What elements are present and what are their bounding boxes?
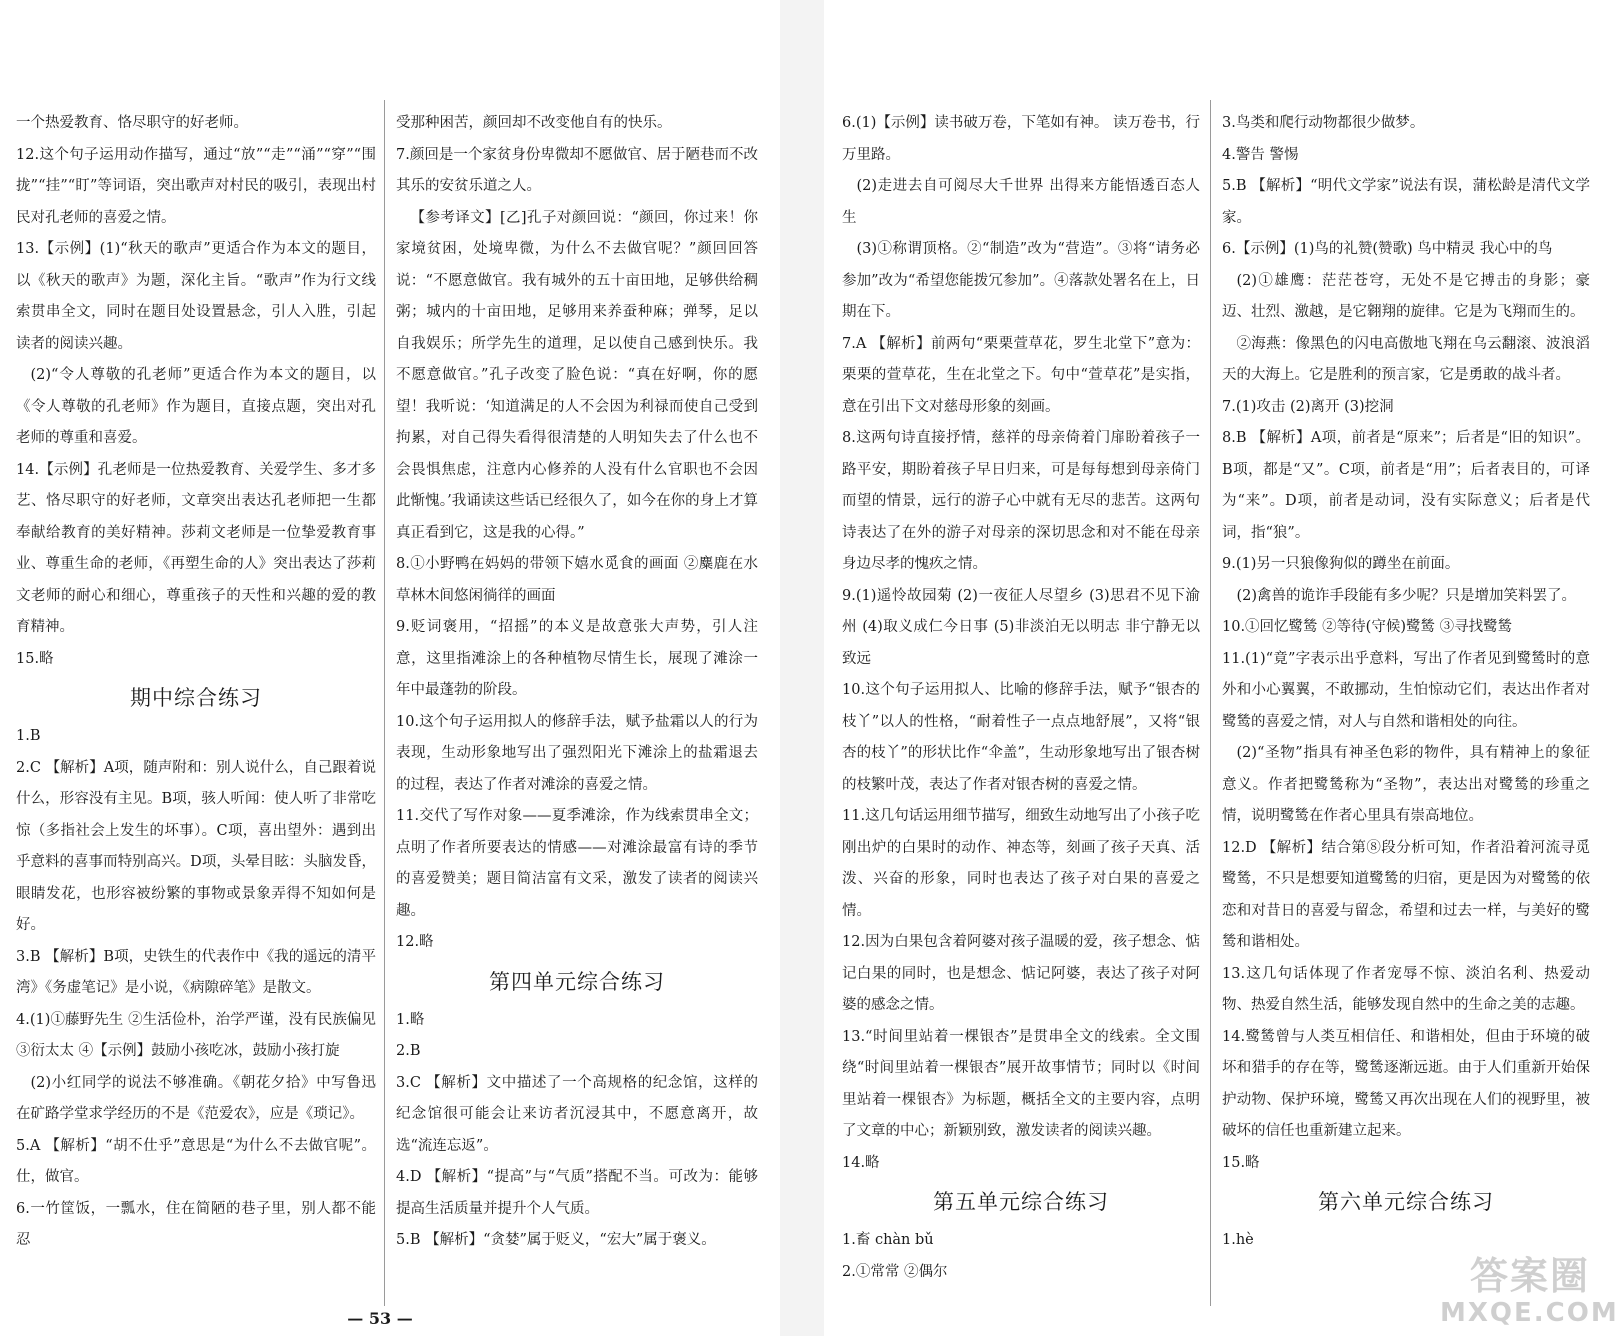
answer-paragraph: 6.(1)【示例】读书破万卷，下笔如有神。 读万卷书，行万里路。 — [842, 115, 1200, 163]
answer-paragraph: 12.这个句子运用动作描写，通过“放”“走”“涌”“穿”“围拢”“挂”“盯”等词语，突出歌声对村民的吸引，表现出村民对孔老师的喜爱之情。 — [16, 146, 376, 226]
answer-paragraph: 11.这几句话运用细节描写，细致生动地写出了小孩子吃刚出炉的白果时的动作、神态等，刻画了孩子天真、活泼、兴奋的形象，同时也表达了孩子对白果的喜爱之情。 — [842, 808, 1200, 919]
answer-paragraph: 8.①小野鸭在妈妈的带领下嬉水觅食的画面 ②麋鹿在水草林木间悠闲徜徉的画面 — [396, 556, 758, 604]
section-title: 第五单元综合练习 — [933, 1190, 1109, 1214]
answer-paragraph: 4.(1)①藤野先生 ②生活俭朴，治学严谨，没有民族偏见 ③衍太太 ④【示例】鼓励小孩吃冰，鼓励小孩打旋 — [16, 1011, 376, 1059]
answer-paragraph: 2.B — [396, 1043, 421, 1059]
answer-paragraph: 13.【示例】(1)“秋天的歌声”更适合作为本文的题目，以《秋天的歌声》为题，深化主旨。“歌声”作为行文线索贯串全文，同时在题目处设置悬念，引人入胜，引起读者的阅读兴趣。 — [16, 241, 376, 352]
text-column-3 — [842, 108, 1200, 1296]
answer-paragraph: 8.B 【解析】A项，前者是“原来”；后者是“旧的知识”。B项，都是“又”。C项，前者是“用”；后者表目的，可译为“来”。D项，前者是动词，没有实际意义；后者是代词，指“狼”。 — [1222, 430, 1590, 541]
answer-paragraph: 8.这两句诗直接抒情，慈祥的母亲倚着门扉盼着孩子一路平安，期盼着孩子早日归来，可是每每想到母亲倚门而望的情景，远行的游子心中就有无尽的悲苦。这两句诗表达了在外的游子对母亲的深切思念和对不能在母亲身边尽孝的愧疚之情。 — [842, 430, 1200, 572]
answer-paragraph: 2.①常常 ②偶尔 — [842, 1263, 948, 1280]
answer-paragraph: 4.D 【解析】“提高”与“气质”搭配不当。可改为：能够提高生活质量并提升个人气质。 — [396, 1169, 758, 1217]
text-column-1 — [16, 108, 376, 1296]
answer-paragraph: 9.(1)遥怜故园菊 (2)一夜征人尽望乡 (3)思君不见下渝州 (4)取义成仁今日事 (5)非淡泊无以明志 非宁静无以致远 — [842, 587, 1200, 667]
answer-paragraph: (2)“令人尊敬的孔老师”更适合作为本文的题目，以《令人尊敬的孔老师》作为题目，直接点题，突出对孔老师的尊重和喜爱。 — [16, 367, 376, 446]
answer-paragraph: 3.C 【解析】文中描述了一个高规格的纪念馆，这样的纪念馆很可能会让来访者沉浸其中，不愿意离开，故选“流连忘返”。 — [396, 1074, 758, 1154]
answer-paragraph: (2)禽兽的诡诈手段能有多少呢？只是增加笑料罢了。 — [1236, 587, 1577, 604]
answer-paragraph: (2)小红同学的说法不够准确。《朝花夕拾》中写鲁迅在矿路学堂求学经历的不是《范爱农》，应是《琐记》。 — [16, 1074, 376, 1122]
answer-paragraph: 1.B — [16, 728, 41, 744]
answer-paragraph: 受那种困苦，颜回却不改变他自有的快乐。 — [396, 115, 672, 131]
page-gutter — [780, 0, 824, 1336]
answer-paragraph: 9.(1)另一只狼像狗似的蹲坐在前面。 — [1222, 556, 1460, 572]
answer-paragraph: 13.这几句话体现了作者宠辱不惊、淡泊名利、热爱动物、热爱自然生活，能够发现自然中的生命之美的志趣。 — [1222, 965, 1590, 1013]
page-number: — 53 — — [347, 1309, 413, 1328]
answer-paragraph: 10.这个句子运用拟人的修辞手法，赋予盐霜以人的行为表现，生动形象地写出了强烈阳光下滩涂上的盐霜退去的过程，表达了作者对滩涂的喜爱之情。 — [396, 713, 758, 793]
answer-paragraph: 12.D 【解析】结合第⑧段分析可知，作者沿着河流寻觅鹭鸶，不只是想要知道鹭鸶的归宿，更是因为对鹭鸶的依恋和对昔日的喜爱与留念，希望和过去一样，与美好的鹭鸶和谐相处。 — [1222, 839, 1590, 950]
answer-paragraph: 12.因为白果包含着阿婆对孩子温暖的爱，孩子想念、惦记白果的同时，也是想念、惦记阿婆，表达了孩子对阿婆的感念之情。 — [842, 934, 1200, 1013]
answer-paragraph: 13.“时间里站着一棵银杏”是贯串全文的线索。全文围绕“时间里站着一棵银杏”展开故事情节；同时以《时间里站着一棵银杏》为标题，概括全文的主要内容，点明了文章的中心；新颖别致，激发读者的阅读兴趣。 — [842, 1028, 1200, 1139]
answer-paragraph: 1.畜 chàn bǔ — [842, 1232, 934, 1248]
answer-paragraph: 1.hè — [1222, 1232, 1254, 1248]
answer-paragraph: ②海燕：像黑色的闪电高傲地飞翔在乌云翻滚、波浪滔天的大海上。它是胜利的预言家，它是勇敢的战斗者。 — [1222, 335, 1590, 383]
column-divider — [384, 100, 385, 1306]
watermark-url: MXQE.COM — [1440, 1298, 1619, 1328]
answer-paragraph: 14.鹭鸶曾与人类互相信任、和谐相处，但由于环境的破坏和猎手的存在等，鹭鸶逐渐远逝。由于人们重新开始保护动物、保护环境，鹭鸶又再次出现在人们的视野里，被破坏的信任也重新建立起来。 — [1222, 1028, 1590, 1139]
answer-paragraph: 11.(1)“竟”字表示出乎意料，写出了作者见到鹭鸶时的意外和小心翼翼，不敢挪动，生怕惊动它们，表达出作者对鹭鸶的喜爱之情，对人与自然和谐相处的向往。 — [1222, 650, 1590, 730]
column-divider — [1210, 100, 1211, 1306]
watermark-logo — [1440, 1254, 1619, 1332]
section-title: 第六单元综合练习 — [1318, 1190, 1494, 1214]
answer-paragraph: 5.B 【解析】“明代文学家”说法有误，蒲松龄是清代文学家。 — [1222, 178, 1590, 226]
answer-paragraph: 7.A 【解析】前两句“栗栗萱草花，罗生北堂下”意为：栗栗的萱草花，生在北堂之下。句中“萱草花”是实指，意在引出下文对慈母形象的刻画。 — [842, 335, 1200, 415]
answer-paragraph: 2.C 【解析】A项，随声附和：别人说什么，自己跟着说什么，形容没有主见。B项，骇人听闻：使人听了非常吃惊（多指社会上发生的坏事）。C项，喜出望外：遇到出乎意料的喜事而特别高兴。D项，头晕目眩：头脑发昏，眼睛发花，也形容被纷繁的事物或景象弄得不知如何是好。 — [16, 759, 376, 933]
answer-paragraph: 3.鸟类和爬行动物都很少做梦。 — [1222, 115, 1425, 131]
answer-paragraph: 10.①回忆鹭鸶 ②等待(守候)鹭鸶 ③寻找鹭鸶 — [1222, 619, 1513, 635]
answer-paragraph: (2)“圣物”指具有神圣色彩的物件，具有精神上的象征意义。作者把鹭鸶称为“圣物”，表达出对鹭鸶的珍重之情，说明鹭鸶在作者心里具有崇高地位。 — [1222, 745, 1590, 824]
section-title: 期中综合练习 — [130, 686, 262, 710]
answer-paragraph: 9.贬词褒用，“招摇”的本义是故意张大声势，引人注意，这里指滩涂上的各种植物尽情生长，展现了滩涂一年中最蓬勃的阶段。 — [396, 619, 758, 698]
answer-paragraph: 5.A 【解析】“胡不仕乎”意思是“为什么不去做官呢”。仕，做官。 — [16, 1137, 376, 1185]
answer-paragraph: 15.略 — [1222, 1154, 1260, 1171]
answer-paragraph: 10.这个句子运用拟人、比喻的修辞手法，赋予“银杏的枝丫”以人的性格，“耐着性子一点点地舒展”，又将“银杏的枝丫”的形状比作“伞盖”，生动形象地写出了银杏树的枝繁叶茂，表达了作者对银杏树的喜爱之情。 — [842, 682, 1200, 793]
answer-paragraph: 【参考译文】[乙]孔子对颜回说：“颜回，你过来！你家境贫困，处境卑微，为什么不去做官呢？”颜回回答说：“不愿意做官。我有城外的五十亩田地，足够供给稠粥；城内的十亩田地，足够用来养蚕种麻；弹琴，足以自我娱乐；所学先生的道理，足以使自己感到快乐。我不愿意做官。”孔子改变了脸色说：“真在好啊，你的愿望！我听说：‘知道满足的人不会因为利禄而使自己受到拘累，对自己得失看得很清楚的人明知失去了什么也不会畏惧焦虑，注意内心修养的人没有什么官职也不会因此惭愧。’我诵读这些话已经很久了，如今在你的身上才算真正看到它，这是我的心得。” — [396, 209, 758, 541]
answer-paragraph: 3.B 【解析】B项，史铁生的代表作中《我的遥远的清平湾》《务虚笔记》是小说，《病隙碎笔》是散文。 — [16, 948, 376, 996]
answer-paragraph: 14.略 — [842, 1154, 880, 1171]
answer-paragraph: 12.略 — [396, 934, 434, 950]
answer-paragraph: 一个热爱教育、恪尽职守的好老师。 — [16, 115, 248, 131]
answer-paragraph: 6.【示例】(1)鸟的礼赞(赞歌) 鸟中精灵 我心中的鸟 — [1222, 241, 1553, 257]
answer-paragraph: 1.略 — [396, 1011, 425, 1028]
watermark-text: 答案圈 — [1469, 1254, 1590, 1298]
answer-paragraph: 6.一竹筐饭，一瓢水，住在简陋的巷子里，别人都不能忍 — [16, 1200, 376, 1248]
answer-paragraph: (2)走进去自可阅尽大千世界 出得来方能悟透百态人生 — [842, 178, 1200, 226]
answer-paragraph: (2)①雄鹰：茫茫苍穹，无处不是它搏击的身影；豪迈、壮烈、激越，是它翱翔的旋律。它是为飞翔而生的。 — [1222, 272, 1590, 320]
text-column-2 — [396, 108, 758, 1296]
section-title: 第四单元综合练习 — [489, 969, 665, 994]
answer-paragraph: 5.B 【解析】“贪婪”属于贬义，“宏大”属于褒义。 — [396, 1232, 716, 1248]
answer-paragraph: 11.交代了写作对象——夏季滩涂，作为线索贯串全文；点明了作者所要表达的情感——对滩涂最富有诗的季节的喜爱赞美；题目简洁富有文采，激发了读者的阅读兴趣。 — [396, 808, 758, 919]
answer-paragraph: 7.颜回是一个家贫身份卑微却不愿做官、居于陋巷而不改其乐的安贫乐道之人。 — [396, 146, 758, 194]
text-column-4 — [1222, 108, 1590, 1296]
answer-paragraph: 14.【示例】孔老师是一位热爱教育、关爱学生、多才多艺、恪尽职守的好老师，文章突出表达孔老师把一生都奉献给教育的美好精神。莎莉文老师是一位挚爱教育事业、尊重生命的老师，《再塑生命的人》突出表达了莎莉文老师的耐心和细心，尊重孩子的天性和兴趣的爱的教育精神。 — [16, 461, 376, 635]
answer-paragraph: (3)①称谓顶格。②“制造”改为“营造”。③将“请务必参加”改为“希望您能拨冗参加”。④落款处署名在上，日期在下。 — [842, 241, 1200, 320]
answer-paragraph: 15.略 — [16, 650, 54, 667]
answer-paragraph: 7.(1)攻击 (2)离开 (3)挖洞 — [1222, 398, 1394, 415]
answer-paragraph: 4.警告 警惕 — [1222, 146, 1299, 163]
